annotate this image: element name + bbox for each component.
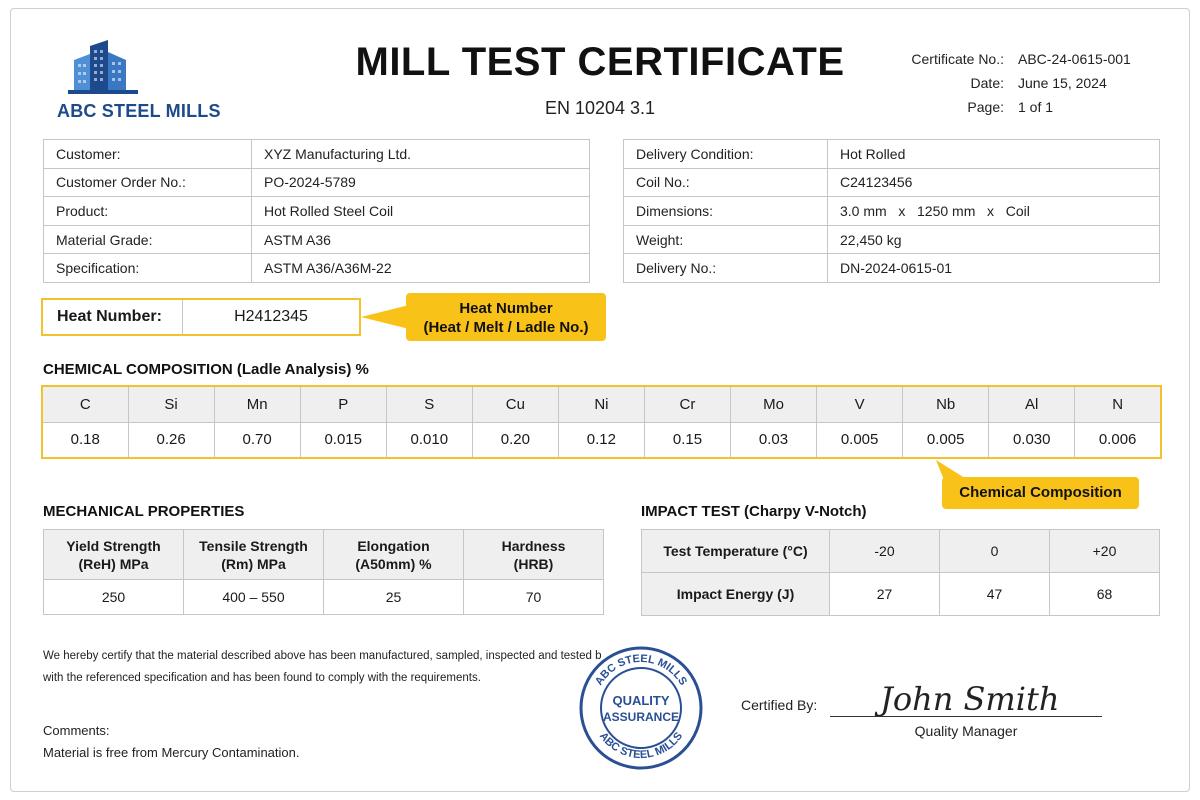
meta-value: June 15, 2024: [1018, 75, 1107, 91]
seal-ring-text-bottom: ABC STEEL MILLS: [596, 730, 686, 762]
info-value: 3.0 mm x 1250 mm x Coil: [828, 197, 1160, 226]
element-value: 0.006: [1075, 422, 1161, 458]
signature-line: [830, 716, 1102, 717]
meta-label: Page:: [967, 99, 1004, 115]
element-header: Nb: [903, 386, 989, 422]
document-standard: EN 10204 3.1: [544, 98, 656, 118]
info-label: Customer Order No.:: [44, 168, 252, 197]
company-name: ABC STEEL MILLS: [57, 101, 221, 121]
info-label: Dimensions:: [624, 197, 828, 226]
table-row: [642, 573, 1160, 616]
element-header: P: [300, 386, 386, 422]
header-line: Yield Strength: [66, 537, 161, 554]
table-row: [44, 140, 590, 169]
test-temperature-value: 0: [940, 530, 1050, 573]
element-header: Cr: [644, 386, 730, 422]
building-icon: [68, 40, 138, 96]
impact-test-table: [641, 529, 1160, 616]
document-title: MILL TEST CERTIFICATE: [355, 40, 845, 84]
table-row: [44, 197, 590, 226]
table-header-row: [44, 530, 604, 580]
table-row: [624, 225, 1160, 254]
seal-line-1: QUALITY: [612, 693, 670, 708]
element-value: 0.18: [42, 422, 128, 458]
element-value: 0.12: [558, 422, 644, 458]
certification-statement: [43, 645, 603, 689]
meta-label: Date:: [970, 75, 1004, 91]
test-temperature-value: +20: [1050, 530, 1160, 573]
element-header: Mn: [214, 386, 300, 422]
comments-label: Comments:: [43, 723, 110, 738]
signature-text: John Smith: [880, 680, 1060, 718]
element-header: Mo: [731, 386, 817, 422]
seal-line-2: ASSURANCE: [602, 710, 680, 724]
info-value: ASTM A36: [252, 225, 590, 254]
info-value: XYZ Manufacturing Ltd.: [252, 140, 590, 169]
hardness-header: [464, 530, 604, 580]
impact-section-title: IMPACT TEST (Charpy V-Notch): [641, 503, 867, 520]
element-header: Al: [989, 386, 1075, 422]
heat-number-label: Heat Number:: [43, 300, 183, 334]
table-row: [44, 225, 590, 254]
info-label: Delivery No.:: [624, 254, 828, 283]
element-header: Si: [128, 386, 214, 422]
info-label: Material Grade:: [44, 225, 252, 254]
elongation-value: 25: [324, 580, 464, 615]
meta-date: [900, 71, 1160, 95]
element-header: Cu: [472, 386, 558, 422]
element-header: C: [42, 386, 128, 422]
element-header: V: [817, 386, 903, 422]
elongation-header: [324, 530, 464, 580]
chemical-composition-callout: Chemical Composition: [942, 477, 1139, 509]
heat-number-value: H2412345: [234, 308, 308, 325]
yield-strength-header: [44, 530, 184, 580]
heat-number-box: [41, 298, 361, 336]
element-value: 0.010: [386, 422, 472, 458]
delivery-info-table: [623, 139, 1160, 283]
header-line: (A50mm) %: [355, 555, 432, 572]
mechanical-properties-table: [43, 529, 604, 615]
table-row: [624, 140, 1160, 169]
tensile-strength-header: [184, 530, 324, 580]
meta-value: ABC-24-0615-001: [1018, 51, 1131, 67]
table-header-row: [42, 386, 1161, 422]
header-line: Tensile Strength: [199, 537, 308, 554]
info-value: Hot Rolled: [828, 140, 1160, 169]
comments-text: Material is free from Mercury Contamination.: [43, 745, 300, 760]
table-row: [42, 422, 1161, 458]
header-line: Elongation: [357, 537, 430, 554]
element-header: Ni: [558, 386, 644, 422]
handwritten-signature: [860, 672, 1080, 720]
tensile-strength-value: 400 – 550: [184, 580, 324, 615]
element-value: 0.15: [644, 422, 730, 458]
info-label: Specification:: [44, 254, 252, 283]
impact-energy-label: Impact Energy (J): [642, 573, 830, 616]
element-value: 0.03: [731, 422, 817, 458]
chemical-section-title: CHEMICAL COMPOSITION (Ladle Analysis) %: [43, 361, 369, 378]
meta-page: [900, 95, 1160, 119]
callout-line: Heat Number: [459, 300, 553, 317]
info-value: PO-2024-5789: [252, 168, 590, 197]
mechanical-section-title: MECHANICAL PROPERTIES: [43, 503, 245, 520]
element-value: 0.005: [903, 422, 989, 458]
info-label: Weight:: [624, 225, 828, 254]
impact-energy-value: 27: [830, 573, 940, 616]
table-row: [44, 168, 590, 197]
element-value: 0.005: [817, 422, 903, 458]
table-row: [44, 254, 590, 283]
header-line: (ReH) MPa: [78, 555, 149, 572]
info-value: ASTM A36/A36M-22: [252, 254, 590, 283]
info-value: DN-2024-0615-01: [828, 254, 1160, 283]
heat-number-callout: [406, 293, 606, 341]
certification-line: We hereby certify that the material described above has been manufactured, sampled, inspected and tested b: [43, 650, 602, 662]
certified-by-label: Certified By:: [741, 697, 818, 713]
table-row: [624, 197, 1160, 226]
quality-assurance-seal: [578, 645, 704, 771]
info-label: Coil No.:: [624, 168, 828, 197]
element-value: 0.015: [300, 422, 386, 458]
table-row: [624, 168, 1160, 197]
element-value: 0.030: [989, 422, 1075, 458]
info-label: Delivery Condition:: [624, 140, 828, 169]
company-logo: [54, 40, 254, 130]
certification-line: with the referenced specification and has been found to comply with the requirements.: [43, 672, 481, 684]
element-value: 0.26: [128, 422, 214, 458]
meta-certificate-no: [900, 47, 1160, 71]
header-line: Hardness: [501, 537, 566, 554]
signer-role: Quality Manager: [914, 723, 1018, 739]
impact-energy-value: 68: [1050, 573, 1160, 616]
meta-label: Certificate No.:: [911, 51, 1004, 67]
info-value: 22,450 kg: [828, 225, 1160, 254]
info-label: Customer:: [44, 140, 252, 169]
element-value: 0.70: [214, 422, 300, 458]
impact-energy-value: 47: [940, 573, 1050, 616]
certificate-meta: [900, 47, 1160, 119]
heat-callout-pointer: [359, 305, 411, 329]
test-temperature-label: Test Temperature (°C): [642, 530, 830, 573]
element-header: S: [386, 386, 472, 422]
table-row: [642, 530, 1160, 573]
header-line: (Rm) MPa: [221, 555, 286, 572]
table-row: [624, 254, 1160, 283]
test-temperature-value: -20: [830, 530, 940, 573]
chemical-composition-table: [41, 385, 1162, 459]
info-label: Product:: [44, 197, 252, 226]
order-info-table: [43, 139, 590, 283]
info-value: Hot Rolled Steel Coil: [252, 197, 590, 226]
callout-line: (Heat / Melt / Ladle No.): [423, 319, 589, 336]
header-line: (HRB): [513, 555, 554, 572]
hardness-value: 70: [464, 580, 604, 615]
element-header: N: [1075, 386, 1161, 422]
seal-ring-text-top: ABC STEEL MILLS: [592, 652, 690, 688]
table-row: [44, 580, 604, 615]
meta-value: 1 of 1: [1018, 99, 1054, 115]
yield-strength-value: 250: [44, 580, 184, 615]
element-value: 0.20: [472, 422, 558, 458]
info-value: C24123456: [828, 168, 1160, 197]
